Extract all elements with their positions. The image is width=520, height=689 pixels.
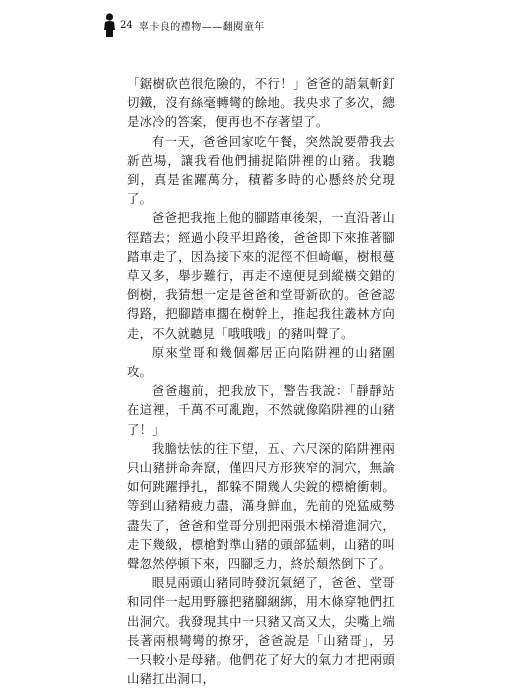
- child-silhouette-icon: [103, 13, 116, 37]
- paragraph: 我膽怯怯的往下望，五、六尺深的陷阱裡兩只山豬拼命奔竄，僅四尺方形狹窄的洞穴，無論如何跳躍掙扎，都躲不開幾人尖銳的標槍衝刺。等到山豬精疲力盡，滿身鮮血，先前的兇猛威勢盡失了，爸爸和堂哥分別把兩張木梯滑進洞穴，走下幾級，標槍對準山豬的頭部猛刺，山豬的叫聲忽然停頓下來，四腳乏力，終於頹然倒下了。: [127, 440, 395, 572]
- body-text: [127, 74, 395, 689]
- paragraph: 爸爸趨前，把我放下，警告我說：「靜靜站在這裡，千萬不可亂跑，不然就像陷阱裡的山豬了！」: [127, 383, 395, 437]
- paragraph: 眼見兩頭山豬同時發沉氣絕了，爸爸、堂哥和同伴一起用野籐把豬腳綑綁，用木條穿牠們扛出洞穴。我發現其中一只豬又高又大，尖嘴上端長著兩根彎彎的撩牙，爸爸說是「山豬哥」，另一只較小是母豬。他們花了好大的氣力才把兩頭山豬扛出洞口，: [127, 575, 395, 687]
- page-header: [103, 13, 265, 37]
- page-number: 24: [120, 19, 133, 31]
- paragraph: 「鋸樹砍芭很危險的，不行！」爸爸的語氣斬釘切鐵，沒有絲毫轉彎的餘地。我央求了多次，總是冰冷的答案，便再也不存著望了。: [127, 76, 395, 130]
- paragraph: 原來堂哥和幾個鄰居正向陷阱裡的山豬圍攻。: [127, 344, 395, 380]
- paragraph: 爸爸把我拖上他的腳踏車後架，一直沿著山徑踏去；經過小段平坦路後，爸爸即下來推著腳踏車走了，因為接下來的泥徑不但崎嶇，樹根蔓草又多，舉步難行，再走不遠便見到縱橫交錯的倒樹，我猜想一定是爸爸和堂哥新砍的。爸爸認得路，把腳踏車擱在樹幹上，推起我往叢林方向走，不久就聽見「哦哦哦」的豬叫聲了。: [127, 210, 395, 341]
- paragraph: 有一天，爸爸回家吃午餐，突然說要帶我去新芭場，讓我看他們捕捉陷阱裡的山豬。我聽到，真是雀躍萬分，積蓄多時的心懸終於兌現了。: [127, 133, 395, 207]
- running-title: 辜卡良的禮物——翻閱童年: [138, 21, 265, 33]
